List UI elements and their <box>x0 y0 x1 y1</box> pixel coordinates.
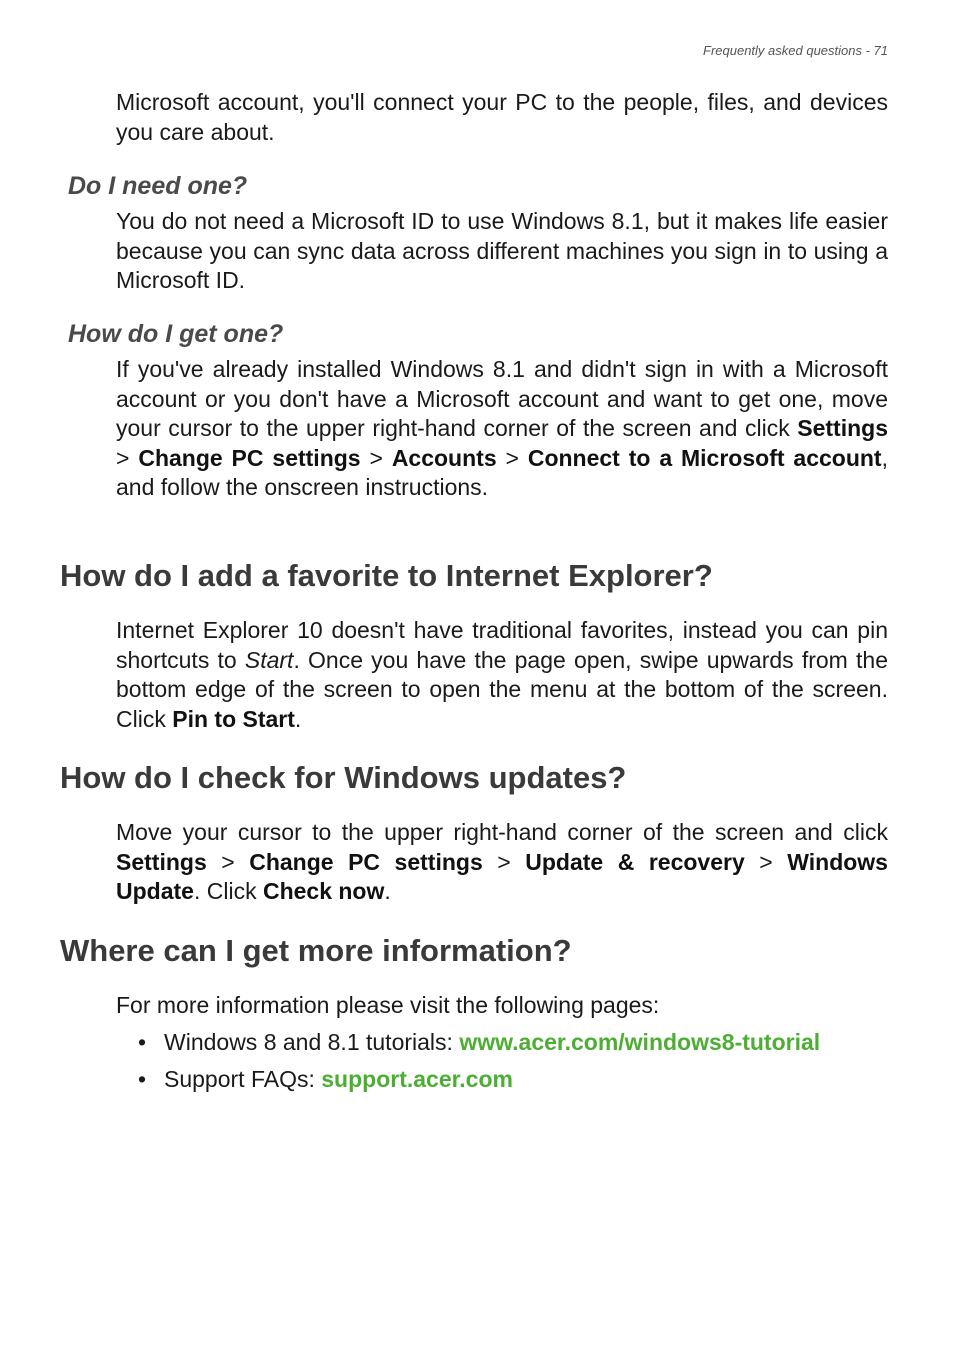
separator: > <box>744 848 788 875</box>
menu-path-change-pc-settings: Change PC settings <box>138 444 361 471</box>
intro-paragraph: Microsoft account, you'll connect your PC to the people, files, and devices you care about. <box>116 89 888 145</box>
updates-paragraph <box>116 818 888 907</box>
separator: > <box>206 848 250 875</box>
favorite-paragraph <box>116 616 888 734</box>
more-info-paragraph: For more information please visit the following pages: <box>116 992 660 1018</box>
list-item-label: Support FAQs: <box>164 1066 322 1092</box>
menu-path-change-pc-settings: Change PC settings <box>249 848 483 875</box>
start-term: Start <box>244 646 294 673</box>
menu-path-windows-update: Windows Update <box>116 848 888 904</box>
list-item-label: Windows 8 and 8.1 tutorials: <box>164 1029 460 1055</box>
separator: > <box>360 444 392 471</box>
separator: > <box>482 848 526 875</box>
list-item <box>138 1064 820 1101</box>
get-one-paragraph <box>116 355 888 503</box>
pin-to-start-term: Pin to Start <box>172 705 295 732</box>
separator: > <box>496 444 528 471</box>
menu-path-settings: Settings <box>116 848 207 875</box>
separator: > <box>116 444 139 471</box>
list-item <box>138 1027 820 1064</box>
heading-more-info: Where can I get more information? <box>60 933 572 968</box>
bullet-icon: • <box>138 1029 147 1055</box>
text-run: . Click <box>193 878 263 904</box>
subheading-need-one: Do I need one? <box>68 172 248 200</box>
menu-path-connect-microsoft-account: Connect to a Microsoft account <box>527 444 882 471</box>
bullet-icon: • <box>138 1066 147 1092</box>
heading-updates: How do I check for Windows updates? <box>60 760 627 795</box>
text-run: If you've already installed Windows 8.1 and didn't sign in with a Microsoft account or you don't have a Microsoft account and want to get one, move your cursor to the upper right-hand corner of the screen and click <box>116 356 888 441</box>
link-list <box>138 1027 820 1101</box>
menu-path-update-recovery: Update & recovery <box>525 848 745 875</box>
heading-favorite: How do I add a favorite to Internet Explorer? <box>60 558 713 593</box>
tutorial-link[interactable]: www.acer.com/windows8-tutorial <box>459 1029 821 1055</box>
text-run: Move your cursor to the upper right-hand corner of the screen and click <box>116 819 888 845</box>
text-run: . Once you have the page open, swipe upwards from the bottom edge of the screen to open the menu at the bottom of the screen. Click <box>116 646 888 732</box>
text-run: Internet Explorer 10 doesn't have traditional favorites, instead you can pin shortcuts to <box>116 617 888 673</box>
check-now-term: Check now <box>262 878 385 904</box>
need-one-paragraph: You do not need a Microsoft ID to use Windows 8.1, but it makes life easier because you can sync data across different machines you sign in to using a Microsoft ID. <box>116 208 888 293</box>
running-header: Frequently asked questions - 71 <box>703 43 888 58</box>
menu-path-settings: Settings <box>797 415 888 441</box>
menu-path-accounts: Accounts <box>391 444 497 471</box>
text-run: . <box>294 705 302 732</box>
text-run: , and follow the onscreen instructions. <box>116 444 888 500</box>
support-link[interactable]: support.acer.com <box>321 1066 513 1092</box>
text-run: . <box>384 878 391 904</box>
subheading-get-one: How do I get one? <box>68 320 284 348</box>
